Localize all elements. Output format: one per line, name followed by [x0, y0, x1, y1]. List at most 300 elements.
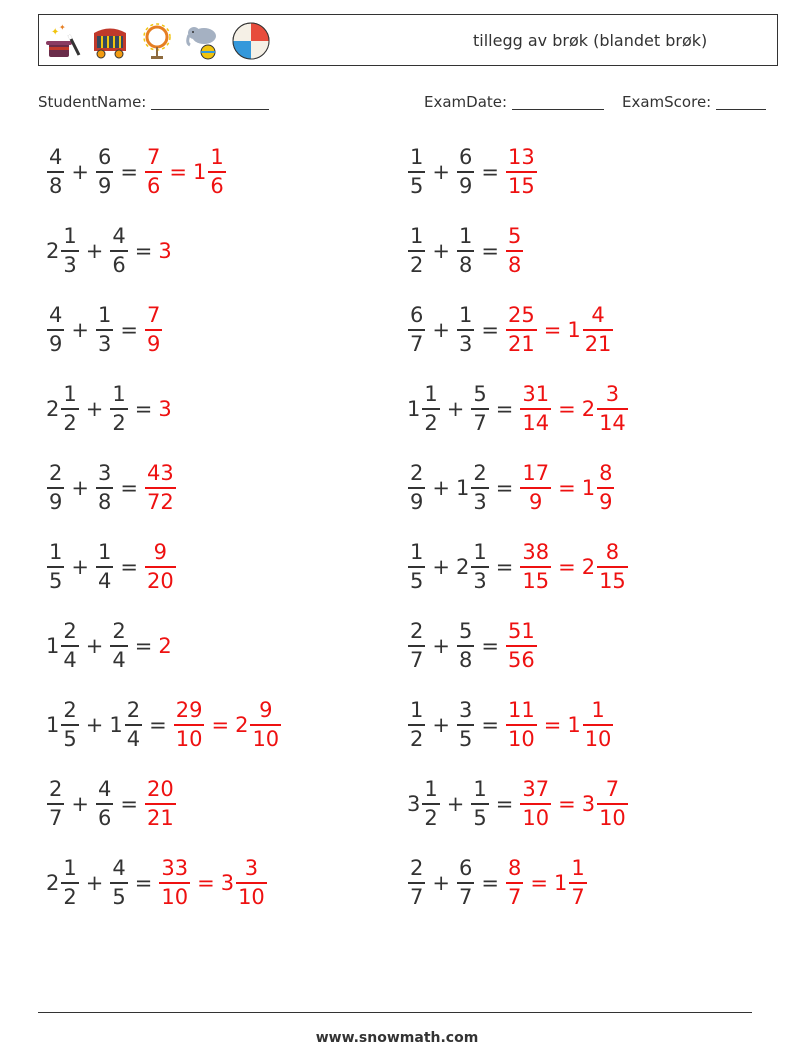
equals-sign: = — [197, 870, 215, 895]
fraction — [110, 858, 127, 908]
mixed-number — [95, 542, 114, 592]
plus-sign: + — [71, 475, 89, 500]
equals-sign: = — [134, 870, 153, 895]
whole-part: 1 — [455, 475, 470, 500]
numerator: 1 — [63, 224, 77, 248]
numerator: 1 — [458, 303, 473, 327]
fraction — [597, 384, 628, 434]
problem-left-10 — [46, 858, 268, 908]
whole-part: 1 — [109, 712, 123, 737]
problem-left-5 — [46, 463, 177, 513]
denominator: 2 — [63, 885, 77, 909]
mixed-number — [158, 238, 172, 263]
equals-sign: = — [134, 396, 153, 421]
denominator: 8 — [97, 490, 112, 514]
equals-sign: = — [495, 396, 514, 421]
denominator: 8 — [507, 253, 522, 277]
mixed-number — [407, 621, 426, 671]
mixed-number — [158, 858, 191, 908]
plus-sign: + — [446, 396, 465, 421]
denominator: 2 — [410, 253, 424, 277]
equals-sign: = — [120, 317, 138, 342]
problem-right-6 — [407, 542, 629, 592]
denominator: 9 — [410, 490, 424, 514]
mixed-number — [109, 700, 143, 750]
denominator: 10 — [584, 727, 612, 751]
answer — [144, 542, 177, 592]
exam-score-label: ExamScore: — [622, 93, 712, 111]
denominator: 3 — [473, 490, 487, 514]
answer — [519, 779, 628, 829]
denominator: 21 — [584, 332, 612, 356]
equals-sign: = — [543, 317, 562, 342]
mixed-number — [456, 542, 490, 592]
problem-right-1 — [407, 147, 538, 197]
fraction — [457, 305, 474, 355]
numerator: 1 — [473, 540, 487, 564]
numerator: 11 — [507, 698, 535, 722]
numerator: 3 — [97, 461, 112, 485]
numerator: 4 — [97, 777, 112, 801]
answer — [505, 858, 588, 908]
fraction — [506, 305, 537, 355]
fraction — [408, 621, 425, 671]
mixed-number — [144, 147, 163, 197]
denominator: 9 — [97, 174, 112, 198]
mixed-number — [46, 700, 80, 750]
fraction — [236, 858, 267, 908]
mixed-number — [221, 858, 268, 908]
mixed-number — [519, 542, 552, 592]
numerator: 1 — [410, 698, 424, 722]
problem-left-7 — [46, 621, 173, 671]
student-name-field — [38, 93, 269, 111]
fraction — [520, 542, 551, 592]
denominator: 4 — [126, 727, 141, 751]
plus-sign: + — [71, 791, 89, 816]
whole-part: 3 — [158, 396, 172, 421]
mixed-number — [456, 858, 475, 908]
numerator: 1 — [458, 224, 473, 248]
denominator: 15 — [599, 569, 626, 593]
numerator: 43 — [146, 461, 174, 485]
fraction — [471, 779, 488, 829]
equals-sign: = — [120, 554, 138, 579]
numerator: 4 — [49, 145, 63, 169]
fraction — [597, 779, 628, 829]
fraction — [457, 858, 474, 908]
mixed-number — [407, 858, 426, 908]
mixed-number — [582, 779, 629, 829]
numerator: 4 — [112, 224, 126, 248]
answer — [144, 463, 177, 513]
answer — [173, 700, 282, 750]
mixed-number — [407, 779, 441, 829]
equals-sign: = — [558, 475, 576, 500]
numerator: 31 — [522, 382, 550, 406]
numerator: 2 — [410, 856, 424, 880]
answer — [158, 858, 267, 908]
mixed-number — [582, 463, 616, 513]
plus-sign: + — [432, 238, 450, 263]
fraction — [597, 463, 614, 513]
mixed-number — [582, 384, 629, 434]
fraction — [520, 779, 551, 829]
denominator: 5 — [49, 569, 63, 593]
numerator: 1 — [424, 382, 438, 406]
mixed-number — [519, 463, 552, 513]
numerator: 2 — [49, 461, 63, 485]
fraction — [61, 858, 78, 908]
equals-sign: = — [481, 317, 499, 342]
answer — [144, 305, 163, 355]
denominator: 2 — [63, 411, 77, 435]
mixed-number — [46, 147, 65, 197]
problem-left-4 — [46, 384, 173, 434]
plus-sign: + — [71, 317, 89, 342]
denominator: 10 — [507, 727, 535, 751]
numerator: 2 — [112, 619, 126, 643]
denominator: 10 — [238, 885, 265, 909]
problem-left-8 — [46, 700, 282, 750]
whole-part: 2 — [455, 554, 470, 579]
numerator: 17 — [522, 461, 550, 485]
fraction — [506, 858, 523, 908]
denominator: 6 — [97, 806, 112, 830]
fraction — [145, 542, 176, 592]
fraction — [145, 305, 162, 355]
numerator: 1 — [63, 856, 77, 880]
whole-part: 2 — [158, 633, 172, 658]
equals-sign: = — [495, 554, 514, 579]
denominator: 7 — [473, 411, 487, 435]
circus-wagon-icon — [90, 21, 130, 61]
answer — [519, 384, 628, 434]
whole-part: 2 — [46, 396, 60, 421]
equals-sign: = — [495, 475, 514, 500]
denominator: 7 — [507, 885, 522, 909]
header-icons — [43, 19, 271, 63]
numerator: 7 — [605, 777, 620, 801]
fraction — [125, 700, 142, 750]
plus-sign: + — [85, 238, 104, 263]
denominator: 8 — [458, 648, 473, 672]
mixed-number — [46, 463, 65, 513]
exam-date-field — [424, 93, 604, 111]
footer-divider — [38, 1012, 752, 1013]
numerator: 3 — [244, 856, 259, 880]
plus-sign: + — [71, 159, 89, 184]
fraction — [145, 463, 176, 513]
whole-part: 1 — [407, 396, 421, 421]
mixed-number — [407, 384, 441, 434]
fraction — [47, 463, 64, 513]
plus-sign: + — [85, 870, 104, 895]
equals-sign: = — [530, 870, 548, 895]
fraction — [61, 226, 78, 276]
numerator: 2 — [63, 698, 77, 722]
numerator: 1 — [571, 856, 585, 880]
numerator: 25 — [507, 303, 535, 327]
denominator: 6 — [112, 253, 126, 277]
mixed-number — [456, 463, 490, 513]
denominator: 4 — [63, 648, 77, 672]
student-name-label: StudentName: — [38, 93, 147, 111]
mixed-number — [46, 779, 65, 829]
equals-sign: = — [134, 633, 153, 658]
denominator: 10 — [161, 885, 189, 909]
fraction — [422, 384, 439, 434]
problem-left-2 — [46, 226, 173, 276]
denominator: 10 — [175, 727, 203, 751]
denominator: 2 — [112, 411, 126, 435]
answer — [519, 542, 628, 592]
fraction — [110, 384, 127, 434]
student-name-blank[interactable] — [151, 94, 269, 110]
denominator: 2 — [410, 727, 424, 751]
numerator: 5 — [473, 382, 487, 406]
answer — [144, 147, 227, 197]
problem-right-10 — [407, 858, 588, 908]
mixed-number — [505, 700, 538, 750]
equals-sign: = — [495, 791, 514, 816]
exam-date-blank[interactable] — [512, 94, 604, 110]
equals-sign: = — [481, 159, 499, 184]
mixed-number — [456, 621, 475, 671]
mixed-number — [46, 542, 65, 592]
answer — [505, 700, 614, 750]
numerator: 2 — [473, 461, 487, 485]
denominator: 5 — [410, 569, 424, 593]
denominator: 9 — [146, 332, 161, 356]
fraction — [47, 542, 64, 592]
mixed-number — [144, 463, 177, 513]
fraction — [457, 226, 474, 276]
mixed-number — [505, 305, 538, 355]
equals-sign: = — [558, 554, 576, 579]
denominator: 20 — [146, 569, 174, 593]
fraction — [174, 700, 205, 750]
equals-sign: = — [120, 791, 138, 816]
problem-left-3 — [46, 305, 163, 355]
denominator: 5 — [410, 174, 424, 198]
mixed-number — [407, 542, 426, 592]
answer — [505, 305, 614, 355]
plus-sign: + — [85, 633, 104, 658]
numerator: 51 — [507, 619, 535, 643]
problem-right-3 — [407, 305, 614, 355]
numerator: 1 — [63, 382, 77, 406]
whole-part: 1 — [192, 159, 207, 184]
whole-part: 3 — [581, 791, 596, 816]
mixed-number — [505, 621, 538, 671]
mixed-number — [407, 147, 426, 197]
equals-sign: = — [558, 791, 576, 816]
fraction — [520, 384, 551, 434]
fraction — [408, 700, 425, 750]
denominator: 9 — [599, 490, 613, 514]
fraction — [208, 147, 225, 197]
exam-score-field — [622, 93, 766, 111]
numerator: 1 — [410, 540, 424, 564]
equals-sign: = — [481, 633, 499, 658]
problem-left-6 — [46, 542, 177, 592]
answer — [519, 463, 615, 513]
mixed-number — [567, 700, 614, 750]
denominator: 7 — [410, 332, 424, 356]
mixed-number — [173, 700, 206, 750]
whole-part: 1 — [581, 475, 596, 500]
mixed-number — [109, 858, 128, 908]
fraction — [408, 226, 425, 276]
fraction — [506, 700, 537, 750]
whole-part: 1 — [567, 712, 581, 737]
denominator: 7 — [458, 885, 473, 909]
whole-part: 2 — [581, 554, 596, 579]
whole-part: 1 — [567, 317, 581, 342]
mixed-number — [158, 633, 172, 658]
whole-part: 1 — [46, 633, 60, 658]
mixed-number — [470, 779, 489, 829]
svg-text:✦: ✦ — [59, 23, 66, 32]
whole-part: 2 — [46, 870, 60, 895]
fraction — [520, 463, 551, 513]
fraction — [457, 621, 474, 671]
numerator: 1 — [410, 224, 424, 248]
numerator: 9 — [153, 540, 168, 564]
fraction — [471, 463, 488, 513]
equals-sign: = — [120, 159, 138, 184]
mixed-number — [519, 779, 552, 829]
mixed-number — [567, 305, 614, 355]
fraction — [597, 542, 628, 592]
problem-right-8 — [407, 700, 614, 750]
fraction — [145, 779, 176, 829]
numerator: 5 — [458, 619, 473, 643]
fraction — [506, 147, 537, 197]
numerator: 13 — [507, 145, 535, 169]
beach-ball-icon — [231, 21, 271, 61]
svg-text:✦: ✦ — [51, 27, 60, 38]
numerator: 8 — [605, 540, 620, 564]
numerator: 38 — [522, 540, 550, 564]
mixed-number — [109, 226, 128, 276]
mixed-number — [109, 621, 128, 671]
fraction — [471, 542, 488, 592]
answer — [158, 633, 172, 658]
denominator: 4 — [112, 648, 126, 672]
mixed-number — [582, 542, 629, 592]
equals-sign: = — [211, 712, 230, 737]
denominator: 2 — [424, 806, 438, 830]
mixed-number — [144, 305, 163, 355]
denominator: 15 — [522, 569, 550, 593]
plus-sign: + — [432, 475, 450, 500]
mixed-number — [235, 700, 282, 750]
exam-score-blank[interactable] — [716, 94, 766, 110]
equals-sign: = — [134, 238, 153, 263]
whole-part: 3 — [220, 870, 235, 895]
denominator: 3 — [97, 332, 112, 356]
whole-part: 1 — [553, 870, 568, 895]
whole-part: 3 — [158, 238, 172, 263]
fraction — [583, 700, 614, 750]
problem-right-4 — [407, 384, 629, 434]
mixed-number — [505, 147, 538, 197]
mixed-number — [95, 147, 114, 197]
numerator: 6 — [410, 303, 424, 327]
mixed-number — [46, 384, 80, 434]
denominator: 9 — [49, 490, 63, 514]
fraction — [96, 779, 113, 829]
numerator: 2 — [49, 777, 63, 801]
whole-part: 2 — [581, 396, 596, 421]
mixed-number — [505, 226, 524, 276]
plus-sign: + — [432, 159, 450, 184]
denominator: 15 — [507, 174, 535, 198]
whole-part: 2 — [46, 238, 60, 263]
fraction — [47, 779, 64, 829]
mixed-number — [46, 621, 80, 671]
denominator: 9 — [458, 174, 473, 198]
fraction — [61, 621, 78, 671]
equals-sign: = — [558, 396, 576, 421]
denominator: 7 — [571, 885, 585, 909]
mixed-number — [46, 305, 65, 355]
mixed-number — [95, 305, 114, 355]
plus-sign: + — [432, 633, 450, 658]
answer — [158, 238, 172, 263]
numerator: 20 — [146, 777, 174, 801]
denominator: 72 — [146, 490, 174, 514]
denominator: 10 — [252, 727, 280, 751]
mixed-number — [407, 463, 426, 513]
denominator: 3 — [458, 332, 473, 356]
numerator: 33 — [161, 856, 189, 880]
numerator: 1 — [410, 145, 424, 169]
fraction — [457, 700, 474, 750]
fraction — [422, 779, 439, 829]
fraction — [569, 858, 586, 908]
problem-right-9 — [407, 779, 629, 829]
denominator: 21 — [146, 806, 174, 830]
mixed-number — [95, 779, 114, 829]
numerator: 1 — [473, 777, 487, 801]
fraction — [61, 700, 78, 750]
problem-left-9 — [46, 779, 177, 829]
denominator: 7 — [410, 648, 424, 672]
numerator: 4 — [591, 303, 605, 327]
numerator: 6 — [458, 856, 473, 880]
denominator: 5 — [473, 806, 487, 830]
numerator: 1 — [210, 145, 224, 169]
denominator: 14 — [599, 411, 626, 435]
denominator: 8 — [49, 174, 63, 198]
mixed-number — [158, 396, 172, 421]
whole-part: 1 — [46, 712, 60, 737]
mixed-number — [95, 463, 114, 513]
magic-hat-icon — [43, 21, 83, 61]
numerator: 1 — [424, 777, 438, 801]
fraction — [110, 226, 127, 276]
denominator: 9 — [49, 332, 63, 356]
mixed-number — [456, 226, 475, 276]
fraction — [408, 305, 425, 355]
whole-part: 3 — [407, 791, 421, 816]
fraction — [96, 305, 113, 355]
problem-right-5 — [407, 463, 615, 513]
equals-sign: = — [481, 238, 499, 263]
